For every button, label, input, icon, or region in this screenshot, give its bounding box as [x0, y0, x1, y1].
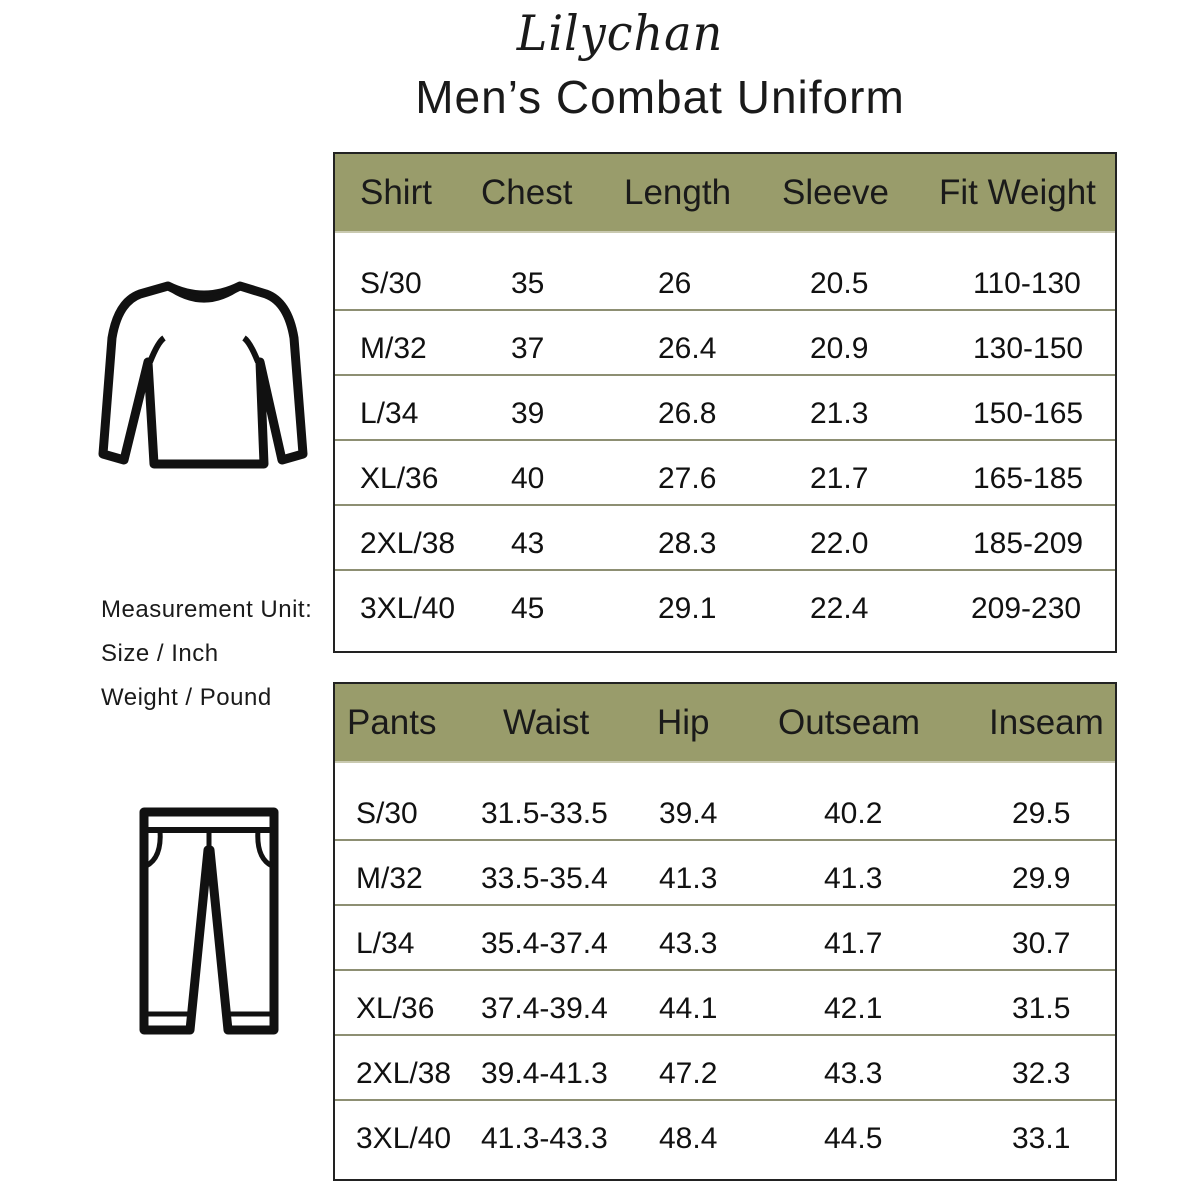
- cell-chest: 40: [511, 462, 545, 495]
- measurement-unit-size: Size / Inch: [101, 640, 219, 667]
- header-pants: Pants: [347, 703, 437, 742]
- cell-chest: 37: [511, 332, 545, 365]
- cell-hip: 41.3: [659, 862, 718, 895]
- page-title: Men’s Combat Uniform: [415, 71, 905, 123]
- cell-hip: 44.1: [659, 992, 718, 1025]
- pants-size-table: [333, 682, 1117, 1181]
- header-inseam: Inseam: [989, 703, 1104, 742]
- cell-hip: 43.3: [659, 927, 718, 960]
- cell-waist: 37.4-39.4: [481, 992, 608, 1025]
- cell-length: 28.3: [658, 527, 717, 560]
- cell-size: M/32: [360, 332, 427, 365]
- table-row: [335, 904, 1115, 971]
- measurement-unit-weight: Weight / Pound: [101, 684, 272, 711]
- pants-table-header: [335, 684, 1115, 763]
- table-row: [335, 774, 1115, 841]
- cell-size: S/30: [360, 267, 422, 300]
- cell-fit-weight: 185-209: [973, 527, 1084, 560]
- cell-chest: 43: [511, 527, 545, 560]
- cell-waist: 35.4-37.4: [481, 927, 608, 960]
- cell-outseam: 42.1: [824, 992, 883, 1025]
- cell-outseam: 40.2: [824, 797, 883, 830]
- shirt-icon: [98, 278, 310, 474]
- cell-waist: 31.5-33.5: [481, 797, 608, 830]
- cell-waist: 41.3-43.3: [481, 1122, 608, 1155]
- cell-size: XL/36: [360, 462, 439, 495]
- table-row: [335, 1099, 1115, 1164]
- table-row: [335, 374, 1115, 441]
- cell-chest: 39: [511, 397, 545, 430]
- table-row: [335, 839, 1115, 906]
- cell-size: M/32: [356, 862, 423, 895]
- cell-length: 26: [658, 267, 692, 300]
- cell-waist: 39.4-41.3: [481, 1057, 608, 1090]
- header-length: Length: [624, 173, 732, 212]
- header-outseam: Outseam: [778, 703, 920, 742]
- cell-chest: 35: [511, 267, 545, 300]
- cell-size: 2XL/38: [356, 1057, 452, 1090]
- cell-hip: 47.2: [659, 1057, 718, 1090]
- cell-size: L/34: [360, 397, 419, 430]
- header-waist: Waist: [503, 703, 590, 742]
- cell-outseam: 41.7: [824, 927, 883, 960]
- cell-sleeve: 21.3: [810, 397, 869, 430]
- cell-hip: 48.4: [659, 1122, 718, 1155]
- cell-sleeve: 22.4: [810, 592, 869, 625]
- table-row: [335, 439, 1115, 506]
- cell-sleeve: 20.9: [810, 332, 869, 365]
- cell-inseam: 33.1: [1012, 1122, 1071, 1155]
- measurement-unit-label: Measurement Unit:: [101, 596, 313, 623]
- shirt-size-table: [333, 152, 1117, 653]
- cell-fit-weight: 165-185: [973, 462, 1084, 495]
- table-row: [335, 504, 1115, 571]
- cell-fit-weight: 209-230: [971, 592, 1082, 625]
- cell-length: 26.8: [658, 397, 717, 430]
- cell-fit-weight: 150-165: [973, 397, 1084, 430]
- cell-size: 3XL/40: [360, 592, 456, 625]
- cell-inseam: 29.9: [1012, 862, 1071, 895]
- cell-outseam: 43.3: [824, 1057, 883, 1090]
- cell-sleeve: 20.5: [810, 267, 869, 300]
- cell-sleeve: 22.0: [810, 527, 869, 560]
- cell-size: L/34: [356, 927, 415, 960]
- header-sleeve: Sleeve: [782, 173, 890, 212]
- cell-hip: 39.4: [659, 797, 718, 830]
- brand-logo: Lilychan: [516, 4, 724, 62]
- cell-fit-weight: 130-150: [973, 332, 1084, 365]
- table-row: [335, 969, 1115, 1036]
- shirt-table-header: [335, 154, 1115, 233]
- header-shirt: Shirt: [360, 173, 432, 212]
- cell-size: XL/36: [356, 992, 435, 1025]
- table-row: [335, 244, 1115, 311]
- cell-fit-weight: 110-130: [973, 267, 1081, 300]
- pants-icon: [138, 806, 280, 1038]
- cell-length: 26.4: [658, 332, 717, 365]
- table-row: [335, 569, 1115, 634]
- header-chest: Chest: [481, 173, 573, 212]
- cell-sleeve: 21.7: [810, 462, 869, 495]
- table-row: [335, 1034, 1115, 1101]
- cell-size: 2XL/38: [360, 527, 456, 560]
- cell-length: 29.1: [658, 592, 717, 625]
- cell-length: 27.6: [658, 462, 717, 495]
- header-fit-weight: Fit Weight: [939, 173, 1096, 212]
- table-row: [335, 309, 1115, 376]
- header-hip: Hip: [657, 703, 710, 742]
- cell-outseam: 44.5: [824, 1122, 883, 1155]
- cell-inseam: 32.3: [1012, 1057, 1071, 1090]
- cell-waist: 33.5-35.4: [481, 862, 608, 895]
- cell-size: 3XL/40: [356, 1122, 452, 1155]
- cell-outseam: 41.3: [824, 862, 883, 895]
- cell-chest: 45: [511, 592, 545, 625]
- cell-inseam: 30.7: [1012, 927, 1071, 960]
- cell-inseam: 29.5: [1012, 797, 1071, 830]
- cell-size: S/30: [356, 797, 418, 830]
- cell-inseam: 31.5: [1012, 992, 1071, 1025]
